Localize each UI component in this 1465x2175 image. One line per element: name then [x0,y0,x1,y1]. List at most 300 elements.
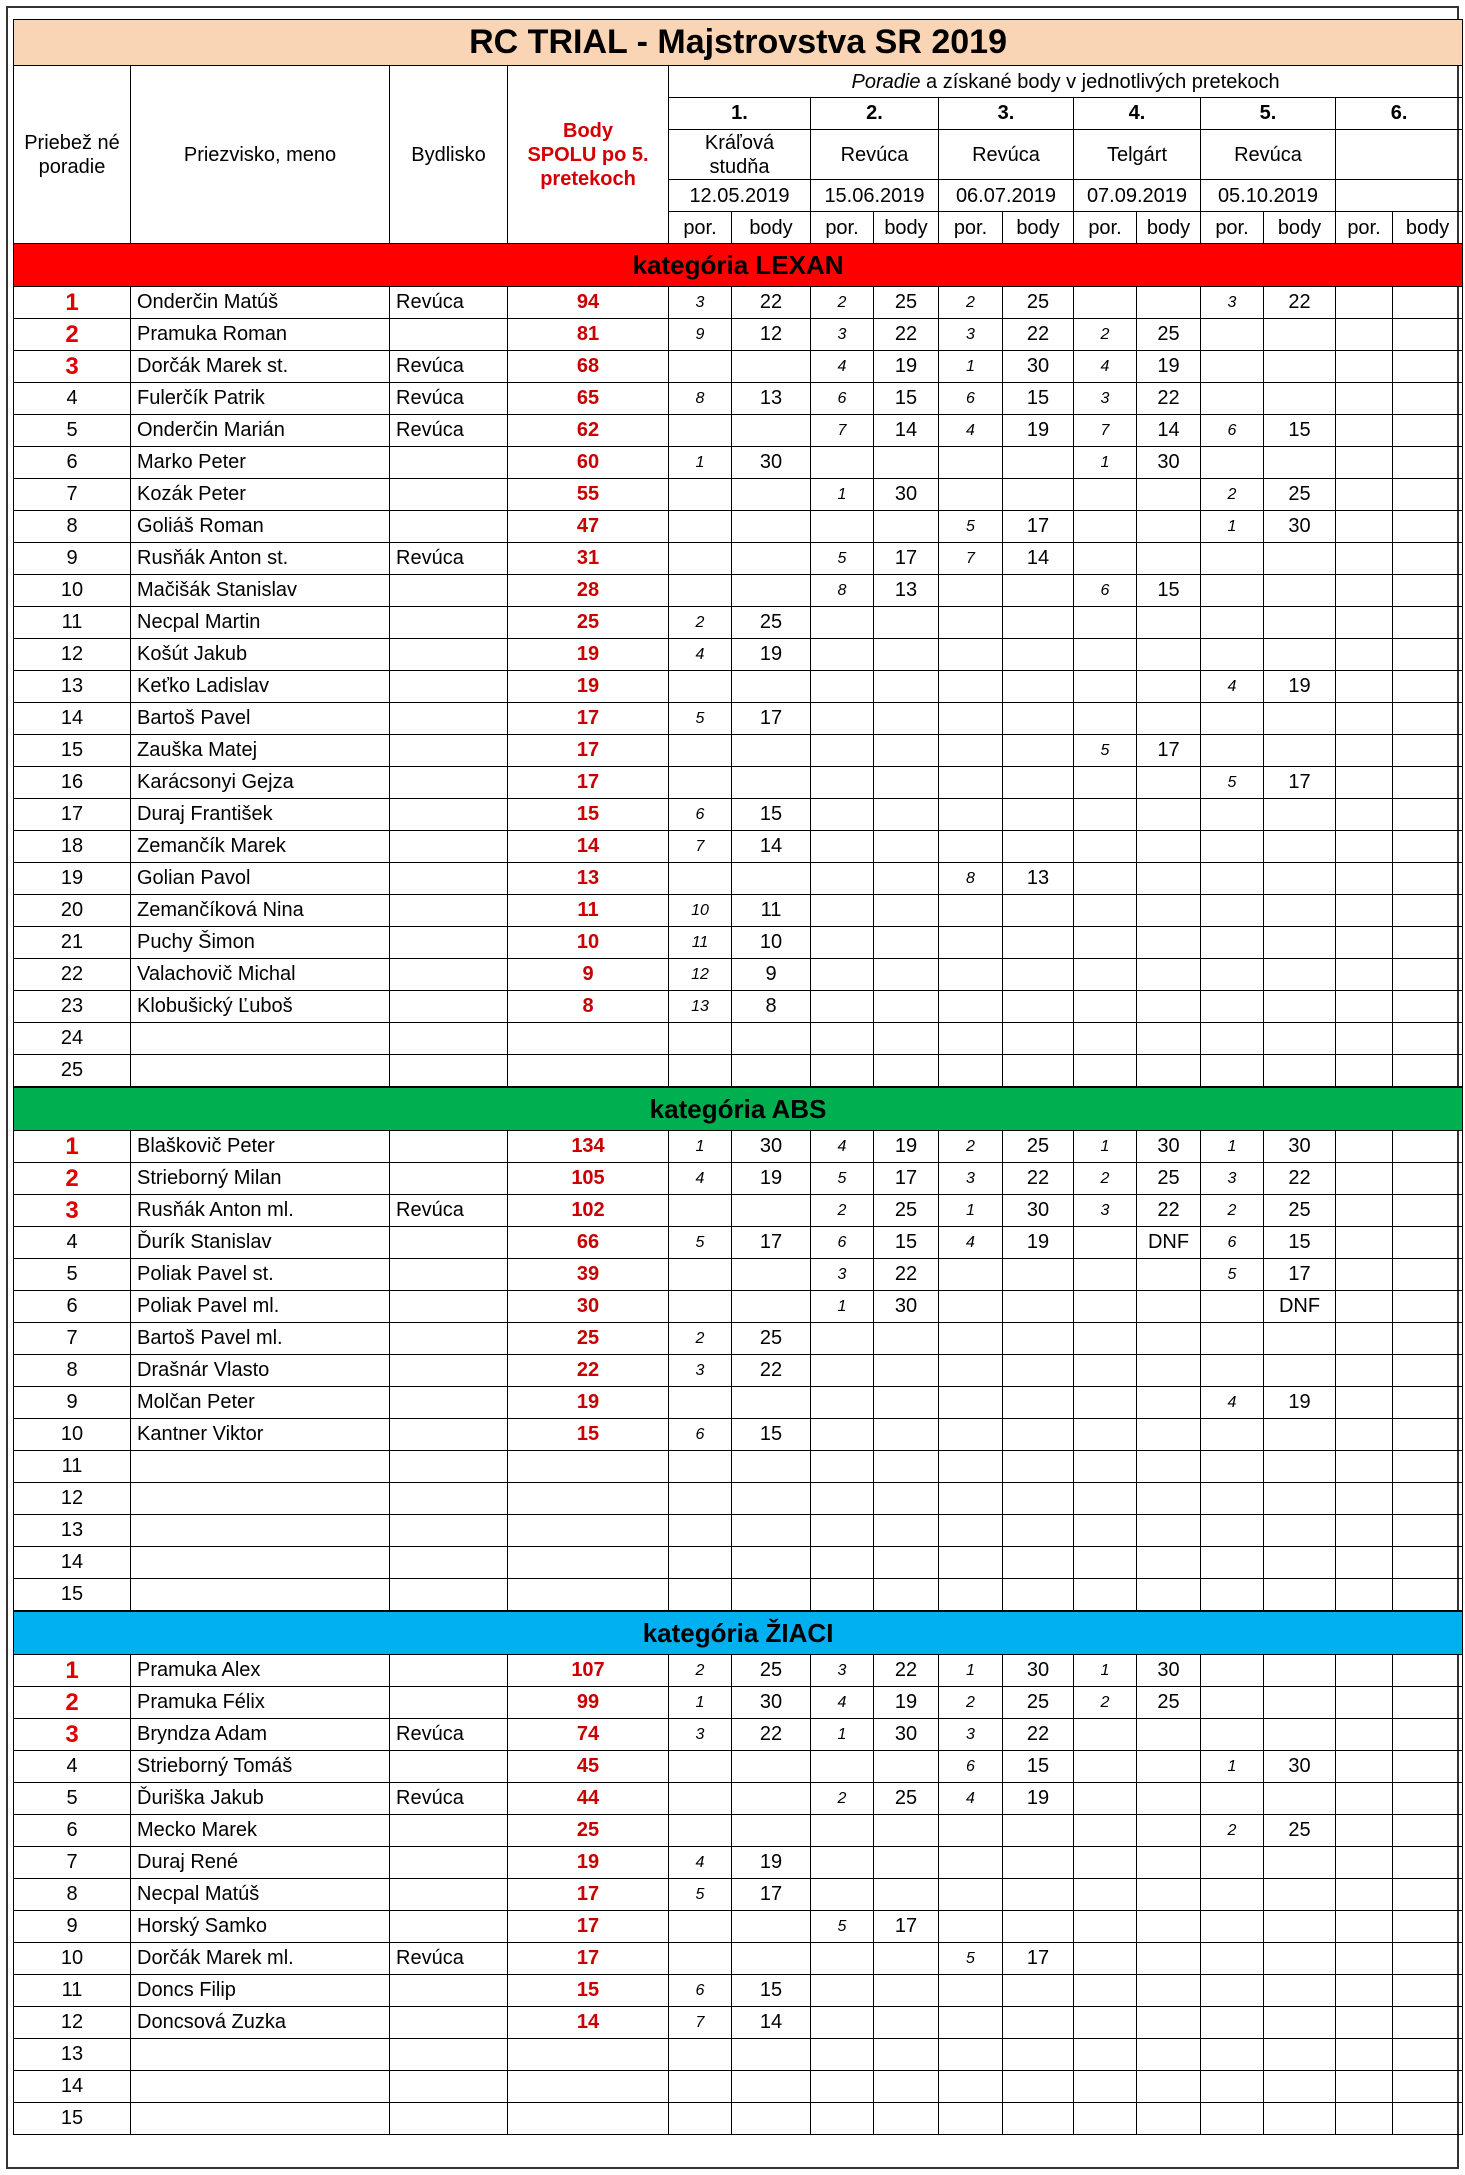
race-position-cell [1201,959,1264,991]
race-position-cell: 1 [669,1131,732,1163]
race-points-cell: 22 [1003,319,1074,351]
rank-cell: 18 [14,831,131,863]
race-points-cell [1003,671,1074,703]
rank-cell: 4 [14,1227,131,1259]
city-cell [390,1515,508,1547]
race-points-cell [1393,1387,1463,1419]
race-points-cell [1137,1579,1201,1612]
race-points-cell: 22 [874,1259,939,1291]
race-points-cell [874,1483,939,1515]
name-cell: Fulerčík Patrik [131,383,390,415]
race-points-cell [1003,831,1074,863]
table-row [14,2007,1463,2039]
race-position-cell: 5 [811,1911,874,1943]
race-position-cell: 3 [669,1355,732,1387]
race-position-cell [811,735,874,767]
rank-cell: 13 [14,1515,131,1547]
race-points-cell: 15 [732,1975,811,2007]
race-position-cell [1201,447,1264,479]
race-date: 07.09.2019 [1074,180,1201,212]
race-position-cell: 6 [811,1227,874,1259]
race-position-cell [1201,1291,1264,1323]
race-points-cell [1393,1911,1463,1943]
rank-cell: 7 [14,479,131,511]
race-points-cell [1137,703,1201,735]
race-position-cell [811,1055,874,1088]
race-position-cell [939,703,1003,735]
race-position-cell [939,2039,1003,2071]
total-points-cell: 25 [508,1323,669,1355]
race-points-cell: 13 [1003,863,1074,895]
table-row [14,1815,1463,1847]
race-points-cell: 30 [1137,1131,1201,1163]
race-position-cell [1336,1131,1393,1163]
name-cell: Doncs Filip [131,1975,390,2007]
race-position-cell: 2 [1201,1815,1264,1847]
city-cell [390,1023,508,1055]
race-points-cell [732,2039,811,2071]
race-position-cell: 5 [939,1943,1003,1975]
table-row [14,1227,1463,1259]
race-points-cell: 19 [1003,1783,1074,1815]
race-points-cell [874,1451,939,1483]
race-place: Telgárt [1074,130,1201,180]
race-points-cell: 25 [1137,319,1201,351]
rank-cell: 5 [14,1259,131,1291]
race-position-cell [939,639,1003,671]
race-position-cell [1336,927,1393,959]
total-points-cell: 11 [508,895,669,927]
race-position-cell [1074,1291,1137,1323]
total-points-cell: 66 [508,1227,669,1259]
city-cell [390,607,508,639]
race-position-cell: 3 [811,319,874,351]
race-points-cell [1264,1687,1336,1719]
total-points-cell: 17 [508,735,669,767]
race-position-cell [1336,607,1393,639]
race-points-cell: 14 [732,831,811,863]
race-points-cell: 15 [732,1419,811,1451]
race-position-cell [1201,1483,1264,1515]
race-position-cell [669,1515,732,1547]
table-row [14,543,1463,575]
race-position-cell [939,831,1003,863]
race-position-cell [1074,1323,1137,1355]
race-position-cell [811,767,874,799]
race-position-cell [1201,703,1264,735]
race-position-cell: 2 [1201,1195,1264,1227]
name-cell: Poliak Pavel st. [131,1259,390,1291]
page-title: RC TRIAL - Majstrovstva SR 2019 [14,20,1463,66]
race-points-cell [1137,1323,1201,1355]
rank-cell: 5 [14,415,131,447]
rank-cell: 10 [14,1419,131,1451]
race-points-cell [1137,767,1201,799]
total-points-cell: 28 [508,575,669,607]
race-points-cell: 30 [874,1719,939,1751]
race-position-cell [669,575,732,607]
race-position-cell [669,1451,732,1483]
race-points-cell [874,767,939,799]
race-position-cell: 7 [939,543,1003,575]
race-points-cell [1137,1355,1201,1387]
name-cell: Košút Jakub [131,639,390,671]
race-position-cell [1201,831,1264,863]
race-points-cell: 19 [874,351,939,383]
rank-cell: 15 [14,1579,131,1612]
race-points-cell [1137,1483,1201,1515]
race-points-cell [1264,1879,1336,1911]
race-points-cell [874,1579,939,1612]
race-position-cell [669,1579,732,1612]
race-position-cell [811,671,874,703]
race-points-cell [874,1751,939,1783]
race-position-cell: 2 [669,1323,732,1355]
city-cell [390,1259,508,1291]
race-points-cell [1264,1323,1336,1355]
race-position-cell [811,1515,874,1547]
race-position-cell [1336,863,1393,895]
race-points-cell [1137,479,1201,511]
table-row [14,1483,1463,1515]
race-points-cell [1264,703,1336,735]
race-position-cell [1074,1515,1137,1547]
city-cell [390,1687,508,1719]
race-position-cell [669,415,732,447]
city-cell: Revúca [390,1719,508,1751]
race-points-cell: 25 [874,287,939,319]
name-cell: Marko Peter [131,447,390,479]
city-cell [390,319,508,351]
city-cell [390,1131,508,1163]
race-position-cell [1336,1879,1393,1911]
race-position-cell [939,1259,1003,1291]
table-row [14,735,1463,767]
race-position-cell [939,1387,1003,1419]
race-position-cell [1201,1547,1264,1579]
race-position-cell: 5 [669,1227,732,1259]
race-points-cell: 30 [874,1291,939,1323]
race-points-cell: 19 [1003,1227,1074,1259]
race-points-cell: 25 [1264,1815,1336,1847]
race-position-cell: 3 [1074,1195,1137,1227]
race-position-cell: 1 [811,479,874,511]
race-points-cell: 30 [732,1687,811,1719]
race-position-cell: 6 [1201,1227,1264,1259]
table-row [14,511,1463,543]
race-position-cell: 11 [669,927,732,959]
race-position-cell [1074,1975,1137,2007]
race-position-cell [939,959,1003,991]
race-points-cell: 30 [1003,351,1074,383]
race-points-cell [732,1291,811,1323]
race-points-cell [1393,1943,1463,1975]
name-cell: Doncsová Zuzka [131,2007,390,2039]
table-row [14,799,1463,831]
race-points-cell [1264,1655,1336,1687]
table-row [14,2103,1463,2135]
race-position-cell [939,575,1003,607]
race-position-cell [669,2103,732,2135]
name-cell: Keťko Ladislav [131,671,390,703]
name-cell: Rusňák Anton st. [131,543,390,575]
race-place [1336,130,1463,180]
race-points-cell [1003,2071,1074,2103]
race-position-cell [939,447,1003,479]
race-points-cell: 19 [1264,671,1336,703]
name-cell [131,2039,390,2071]
city-cell [390,2103,508,2135]
total-points-cell: 13 [508,863,669,895]
table-row [14,1387,1463,1419]
race-points-cell: 25 [1264,479,1336,511]
race-points-cell: 17 [1003,511,1074,543]
race-points-cell [1264,1579,1336,1612]
race-points-cell [1003,1419,1074,1451]
rank-cell: 2 [14,1687,131,1719]
name-cell: Strieborný Tomáš [131,1751,390,1783]
table-row [14,1195,1463,1227]
race-position-cell [939,1023,1003,1055]
race-position-cell [811,895,874,927]
name-cell [131,1579,390,1612]
race-position-cell [1336,735,1393,767]
race-points-cell [1393,671,1463,703]
city-cell [390,991,508,1023]
city-cell [390,1879,508,1911]
race-points-cell [1264,2039,1336,2071]
city-cell [390,863,508,895]
race-points-cell [732,479,811,511]
race-points-cell [1137,1451,1201,1483]
race-points-cell [874,1323,939,1355]
table-row [14,1163,1463,1195]
race-points-cell [1393,575,1463,607]
race-points-cell [1393,831,1463,863]
race-position-cell [1336,639,1393,671]
race-points-cell [1393,1483,1463,1515]
race-points-cell [1264,1055,1336,1088]
race-position-cell: 10 [669,895,732,927]
race-position-cell [669,511,732,543]
city-cell: Revúca [390,383,508,415]
race-points-cell: 11 [732,895,811,927]
race-position-cell: 1 [669,447,732,479]
race-position-cell [1336,895,1393,927]
race-points-cell [1264,735,1336,767]
race-points-cell: 17 [874,543,939,575]
name-cell: Rusňák Anton ml. [131,1195,390,1227]
race-position-cell: 6 [669,799,732,831]
total-points-cell: 68 [508,351,669,383]
race-place: Revúca [811,130,939,180]
race-points-cell [1003,447,1074,479]
rank-cell: 12 [14,2007,131,2039]
race-points-cell [1393,287,1463,319]
race-points-cell [1393,319,1463,351]
race-points-cell [1264,991,1336,1023]
race-position-cell [939,479,1003,511]
rank-cell: 13 [14,671,131,703]
race-points-cell: 14 [732,2007,811,2039]
race-position-cell: 6 [669,1975,732,2007]
race-position-cell [1074,703,1137,735]
race-points-cell [874,511,939,543]
table-row [14,1879,1463,1911]
city-cell [390,447,508,479]
header-name: Priezvisko, meno [131,66,390,244]
race-points-cell [1003,1975,1074,2007]
table-row [14,1655,1463,1687]
race-position-cell [669,1195,732,1227]
race-position-cell [669,1259,732,1291]
race-position-cell [1074,1419,1137,1451]
race-points-cell [874,1975,939,2007]
race-position-cell [811,1943,874,1975]
race-position-cell [1074,1055,1137,1088]
race-points-cell [1137,1515,1201,1547]
race-position-cell: 5 [1201,1259,1264,1291]
race-position-cell [811,1387,874,1419]
race-points-cell [1393,1655,1463,1687]
race-points-cell [874,2039,939,2071]
rank-cell: 5 [14,1783,131,1815]
total-points-cell: 94 [508,287,669,319]
table-row [14,863,1463,895]
race-points-cell: 25 [1003,1131,1074,1163]
total-points-cell [508,1515,669,1547]
race-position-cell [1336,1579,1393,1612]
total-points-cell: 105 [508,1163,669,1195]
race-date: 12.05.2019 [669,180,811,212]
table-row [14,2071,1463,2103]
race-points-cell: 17 [732,1879,811,1911]
race-position-cell: 3 [669,287,732,319]
name-cell: Zauška Matej [131,735,390,767]
city-cell: Revúca [390,543,508,575]
race-position-cell [1201,799,1264,831]
race-points-cell [1003,2103,1074,2135]
race-position-cell [1074,863,1137,895]
race-points-cell [1003,1055,1074,1088]
total-points-cell: 14 [508,831,669,863]
race-position-cell [1201,543,1264,575]
race-position-cell [1074,1451,1137,1483]
total-points-cell: 62 [508,415,669,447]
race-position-cell [1074,511,1137,543]
table-row [14,415,1463,447]
race-points-cell [1137,1911,1201,1943]
table-row [14,1943,1463,1975]
race-points-cell: 30 [1137,447,1201,479]
subheader-body: body [1003,212,1074,244]
race-position-cell [939,1879,1003,1911]
race-position-cell [1201,2039,1264,2071]
race-position-cell: 2 [811,287,874,319]
race-position-cell [1336,991,1393,1023]
race-points-cell [1393,543,1463,575]
total-points-cell: 102 [508,1195,669,1227]
table-row [14,351,1463,383]
race-points-cell: 19 [1137,351,1201,383]
race-points-cell [1393,1355,1463,1387]
city-cell: Revúca [390,287,508,319]
race-number: 5. [1201,98,1336,130]
name-cell: Pramuka Roman [131,319,390,351]
city-cell [390,1579,508,1612]
header-caption-rest: a získané body v jednotlivých pretekoch [920,70,1280,93]
race-points-cell [874,1387,939,1419]
race-points-cell [732,1451,811,1483]
race-points-cell [732,415,811,447]
race-position-cell [1074,1023,1137,1055]
total-points-cell: 15 [508,799,669,831]
race-points-cell [1137,543,1201,575]
name-cell: Zemančík Marek [131,831,390,863]
race-position-cell [939,1483,1003,1515]
race-points-cell [732,2103,811,2135]
city-cell [390,1227,508,1259]
race-points-cell [874,671,939,703]
total-points-cell: 81 [508,319,669,351]
race-points-cell [1137,1879,1201,1911]
race-points-cell: 25 [732,1323,811,1355]
race-position-cell [1201,1847,1264,1879]
race-position-cell [1201,607,1264,639]
race-points-cell [732,1483,811,1515]
race-points-cell [1003,767,1074,799]
race-position-cell [1336,319,1393,351]
race-position-cell [1336,1259,1393,1291]
name-cell: Bartoš Pavel [131,703,390,735]
race-position-cell: 1 [669,1687,732,1719]
race-points-cell: 15 [1003,1751,1074,1783]
race-points-cell [874,1023,939,1055]
city-cell [390,799,508,831]
race-position-cell [1336,351,1393,383]
race-position-cell: 3 [939,319,1003,351]
race-points-cell [732,543,811,575]
rank-cell: 11 [14,607,131,639]
race-position-cell [1201,1687,1264,1719]
race-points-cell [1264,1483,1336,1515]
total-points-cell: 25 [508,1815,669,1847]
race-position-cell [811,447,874,479]
race-points-cell [1393,447,1463,479]
race-position-cell [1336,1227,1393,1259]
name-cell: Ďurík Stanislav [131,1227,390,1259]
race-points-cell [1393,511,1463,543]
city-cell [390,927,508,959]
name-cell: Kantner Viktor [131,1419,390,1451]
race-points-cell [874,1847,939,1879]
city-cell [390,575,508,607]
race-points-cell [874,863,939,895]
race-position-cell [1074,2039,1137,2071]
header-city: Bydlisko [390,66,508,244]
race-position-cell [939,895,1003,927]
race-position-cell: 6 [1074,575,1137,607]
race-position-cell [1074,479,1137,511]
race-points-cell [1137,2039,1201,2071]
race-points-cell: 19 [1003,415,1074,447]
race-number: 2. [811,98,939,130]
race-points-cell: 25 [874,1783,939,1815]
race-position-cell [811,799,874,831]
race-position-cell [1336,1751,1393,1783]
race-points-cell [1393,1055,1463,1088]
name-cell: Dorčák Marek st. [131,351,390,383]
